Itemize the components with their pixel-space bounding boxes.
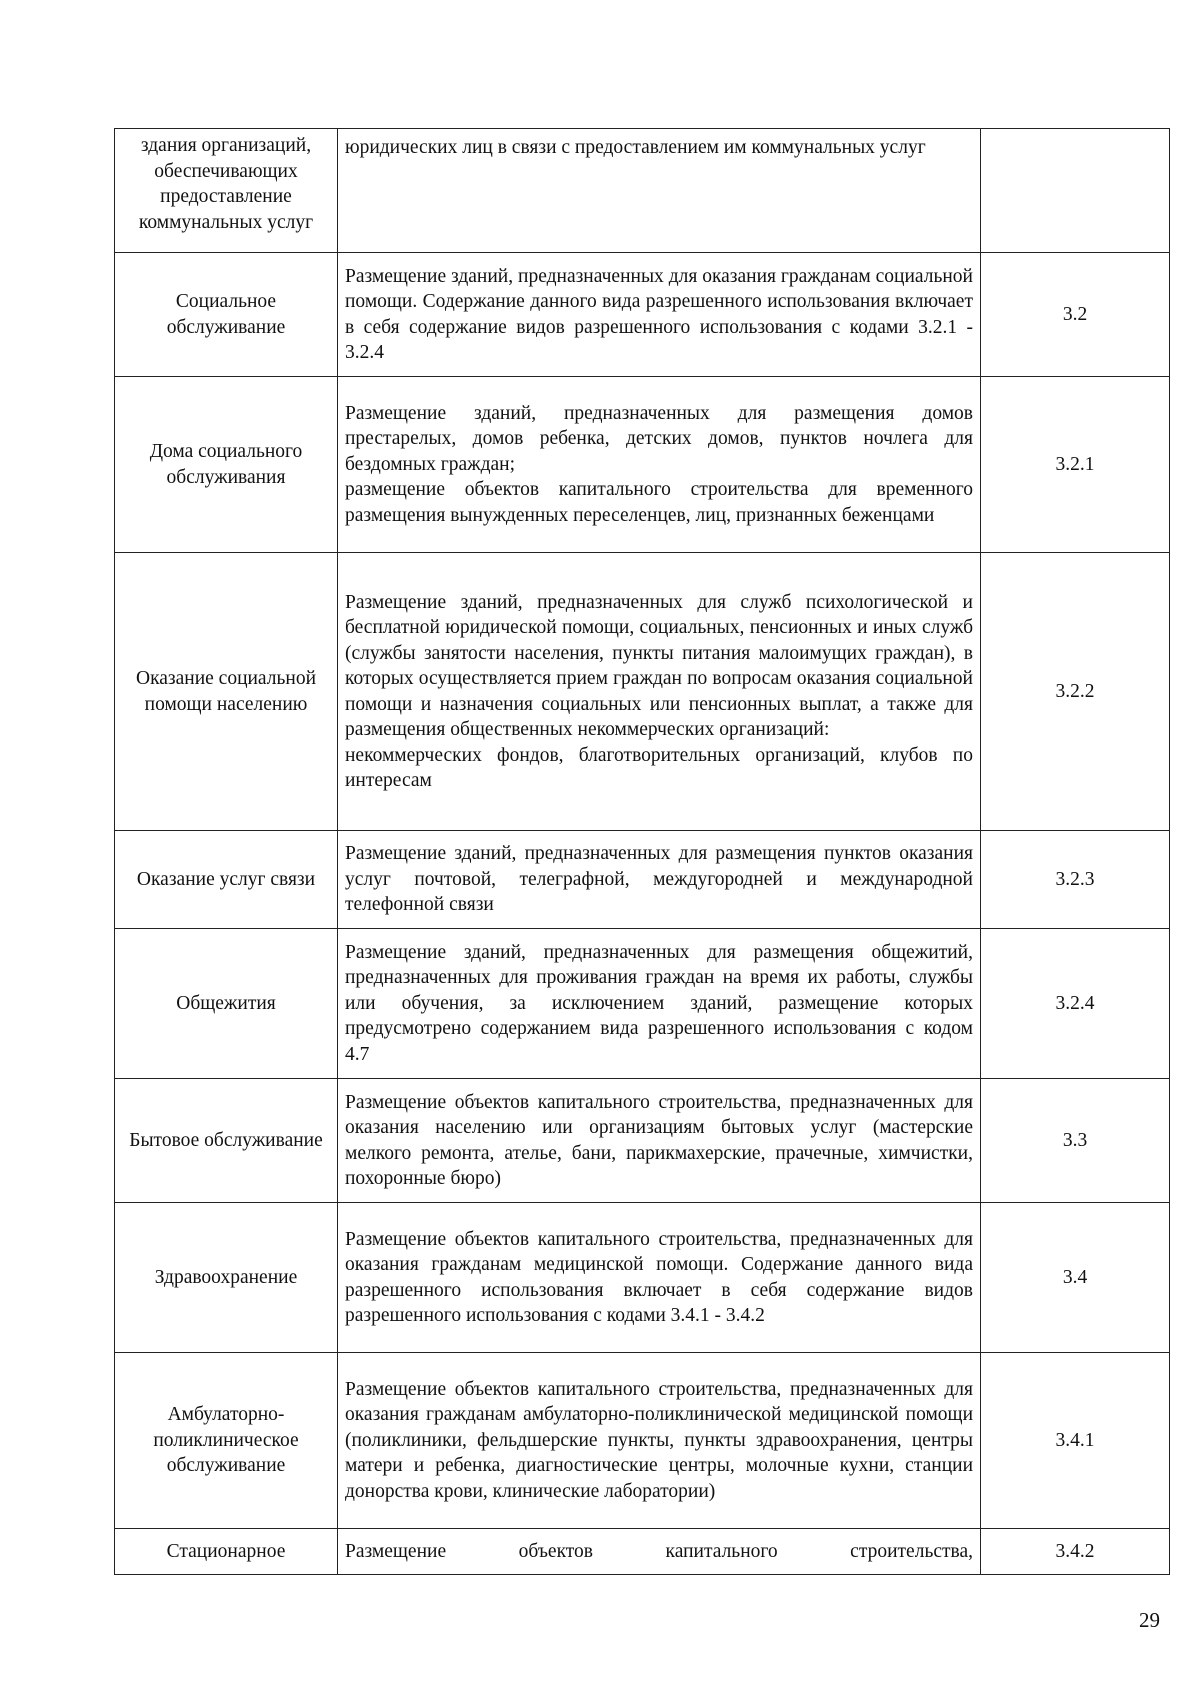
use-code: 3.4.1: [981, 1353, 1170, 1529]
description-paragraph: Размещение зданий, предназначенных для служб психологической и бесплатной юридической помощи, социальных, пенсионных и иных служб (службы занятости населения, пункты питания малоимущих граждан), в которых осуществляется прием граждан по вопросам оказания социальной помощи и назначения социальных или пенсионных выплат, а также для размещения общественных некоммерческих организаций:: [345, 591, 973, 740]
land-use-table: [114, 128, 1170, 1575]
table-row: [115, 129, 1170, 253]
table-row: [115, 1353, 1170, 1529]
page-number: 29: [1139, 1608, 1160, 1632]
use-description: [338, 1079, 981, 1203]
table-row: [115, 1203, 1170, 1353]
description-paragraph: Размещение зданий, предназначенных для оказания гражданам социальной помощи. Содержание данного вида разрешенного использования включает в себя содержание видов разрешенного использования с кодами 3.2.1 - 3.2.4: [345, 265, 973, 363]
table-row: [115, 253, 1170, 377]
use-name: Стационарное: [115, 1529, 338, 1575]
description-paragraph: некоммерческих фондов, благотворительных организаций, клубов по интересам: [345, 744, 973, 791]
description-paragraph: Размещение зданий, предназначенных для размещения общежитий, предназначенных для проживания граждан на время их работы, службы или обучения, за исключением зданий, размещение которых предусмотрено содержанием вида разрешенного использования с кодом 4.7: [345, 941, 973, 1065]
use-description: [338, 929, 981, 1079]
use-name: Социальное обслуживание: [115, 253, 338, 377]
use-description: [338, 1203, 981, 1353]
use-name: Общежития: [115, 929, 338, 1079]
use-name: Оказание социальной помощи населению: [115, 553, 338, 831]
table-row: [115, 1529, 1170, 1575]
table-row: [115, 929, 1170, 1079]
use-code: 3.2.2: [981, 553, 1170, 831]
use-description: [338, 831, 981, 929]
description-paragraph: Размещение зданий, предназначенных для размещения пунктов оказания услуг почтовой, телеграфной, междугородней и международной телефонной связи: [345, 843, 973, 916]
description-paragraph: Размещение зданий, предназначенных для размещения домов престарелых, домов ребенка, детских домов, пунктов ночлега для бездомных граждан;: [345, 402, 973, 475]
description-paragraph: Размещение объектов капитального строительства,: [345, 1540, 973, 1562]
table-row: [115, 1079, 1170, 1203]
use-code: 3.2.3: [981, 831, 1170, 929]
use-name: Дома социального обслуживания: [115, 377, 338, 553]
description-paragraph: размещение объектов капитального строительства для временного размещения вынужденных переселенцев, лиц, признанных беженцами: [345, 479, 973, 526]
use-code: 3.4: [981, 1203, 1170, 1353]
use-name: Амбулаторно-поликлиническое обслуживание: [115, 1353, 338, 1529]
use-code: 3.3: [981, 1079, 1170, 1203]
use-description: [338, 377, 981, 553]
use-name: Бытовое обслуживание: [115, 1079, 338, 1203]
use-code: [981, 129, 1170, 253]
description-paragraph: Размещение объектов капитального строительства, предназначенных для оказания населению или организациям бытовых услуг (мастерские мелкого ремонта, ателье, бани, парикмахерские, прачечные, химчистки, похоронные бюро): [345, 1091, 973, 1189]
use-name: Оказание услуг связи: [115, 831, 338, 929]
use-description: [338, 553, 981, 831]
use-code: 3.2.1: [981, 377, 1170, 553]
use-code: 3.4.2: [981, 1529, 1170, 1575]
use-code: 3.2: [981, 253, 1170, 377]
use-description: [338, 129, 981, 253]
description-paragraph: Размещение объектов капитального строительства, предназначенных для оказания гражданам амбулаторно-поликлинической медицинской помощи (поликлиники, фельдшерские пункты, пункты здравоохранения, центры матери и ребенка, диагностические центры, молочные кухни, станции донорства крови, клинические лаборатории): [345, 1378, 973, 1502]
use-code: 3.2.4: [981, 929, 1170, 1079]
use-description: [338, 1529, 981, 1575]
use-name: здания организаций, обеспечивающих предоставление коммунальных услуг: [115, 129, 338, 253]
table-row: [115, 831, 1170, 929]
description-paragraph: юридических лиц в связи с предоставлением им коммунальных услуг: [345, 137, 926, 158]
use-description: [338, 253, 981, 377]
use-description: [338, 1353, 981, 1529]
description-paragraph: Размещение объектов капитального строительства, предназначенных для оказания гражданам медицинской помощи. Содержание данного вида разрешенного использования включает в себя содержание видов разрешенного использования с кодами 3.4.1 - 3.4.2: [345, 1228, 973, 1326]
use-name: Здравоохранение: [115, 1203, 338, 1353]
table-row: [115, 553, 1170, 831]
table-row: [115, 377, 1170, 553]
